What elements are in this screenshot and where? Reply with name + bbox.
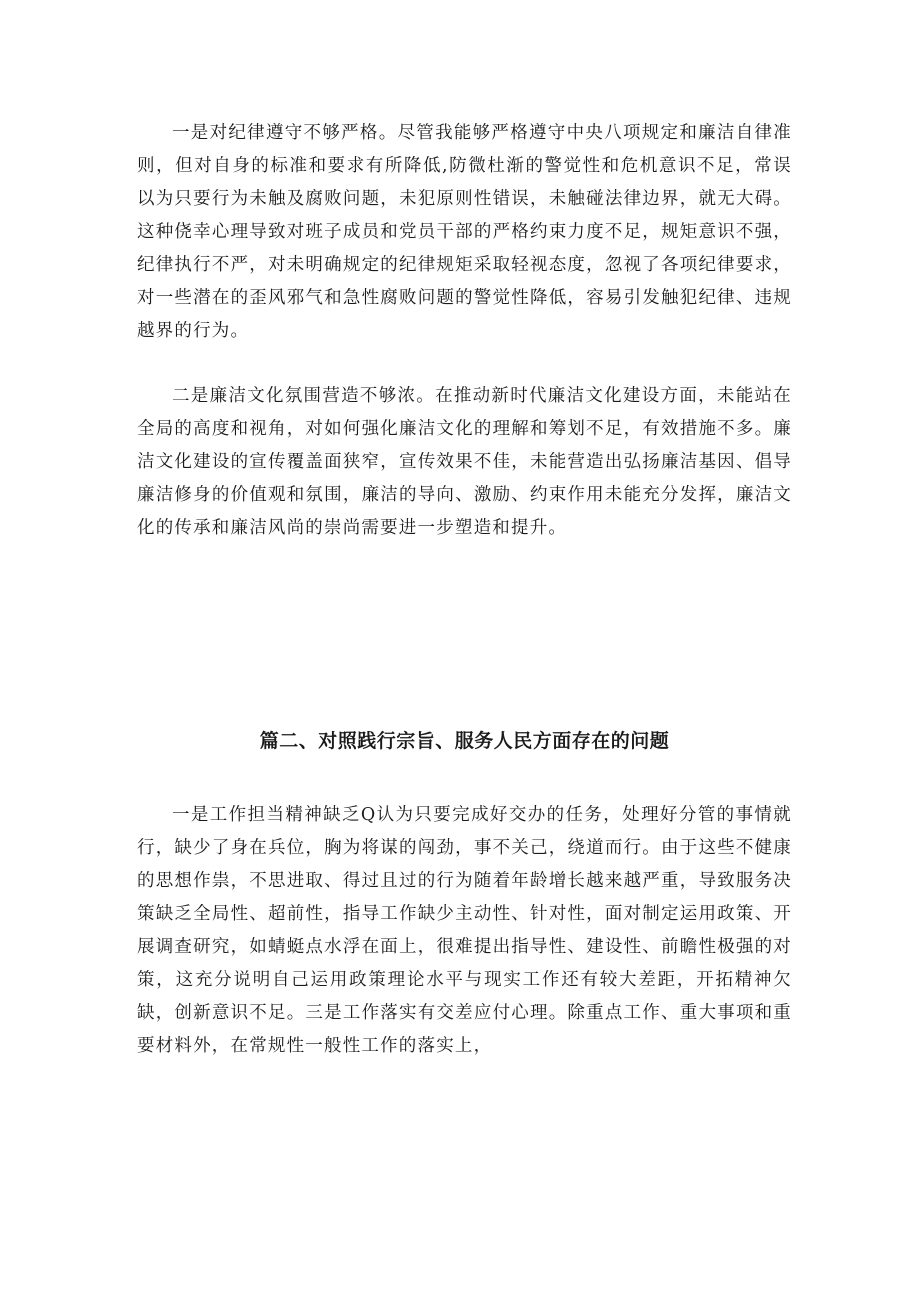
paragraph-integrity-culture: 二是廉洁文化氛围营造不够浓。在推动新时代廉洁文化建设方面，未能站在全局的高度和视角，对如何强化廉洁文化的理解和筹划不足，有效措施不多。廉洁文化建设的宣传覆盖面狭窄，宣传效果不佳，未能营造出弘扬廉洁基因、倡导廉洁修身的价值观和氛围，廉洁的导向、激励、约束作用未能充分发挥，廉洁文化的传承和廉洁风尚的崇尚需要进一步塑造和提升。 xyxy=(137,386,792,538)
paragraph-discipline: 一是对纪律遵守不够严格。尽管我能够严格遵守中央八项规定和廉洁自律准则，但对自身的标准和要求有所降低,防微杜渐的警觉性和危机意识不足，常误以为只要行为未触及腐败问题，未犯原则性错误，未触碰法律边界，就无大碍。这种侥幸心理导致对班子成员和党员干部的严格约束力度不足，规矩意识不强，纪律执行不严，对未明确规定的纪律规矩采取轻视态度，忽视了各项纪律要求，对一些潜在的歪风邪气和急性腐败问题的警觉性降低，容易引发触犯纪律、违规越界的行为。 xyxy=(137,123,792,341)
section-heading: 篇二、对照践行宗旨、服务人民方面存在的问题 xyxy=(259,730,670,752)
paragraph-work-responsibility: 一是工作担当精神缺乏Q认为只要完成好交办的任务，处理好分管的事情就行，缺少了身在兵位，胸为将谋的闯劲，事不关己，绕道而行。由于这些不健康的思想作祟，不思进取、得过且过的行为随着年龄增长越来越严重，导致服务决策缺乏全局性、超前性，指导工作缺少主动性、针对性，面对制定运用政策、开展调查研究，如蜻蜓点水浮在面上，很难提出指导性、建设性、前瞻性极强的对策，这充分说明自己运用政策理论水平与现实工作还有较大差距，开拓精神欠缺，创新意识不足。三是工作落实有交差应付心理。除重点工作、重大事项和重要材料外，在常规性一般性工作的落实上， xyxy=(137,805,792,1056)
